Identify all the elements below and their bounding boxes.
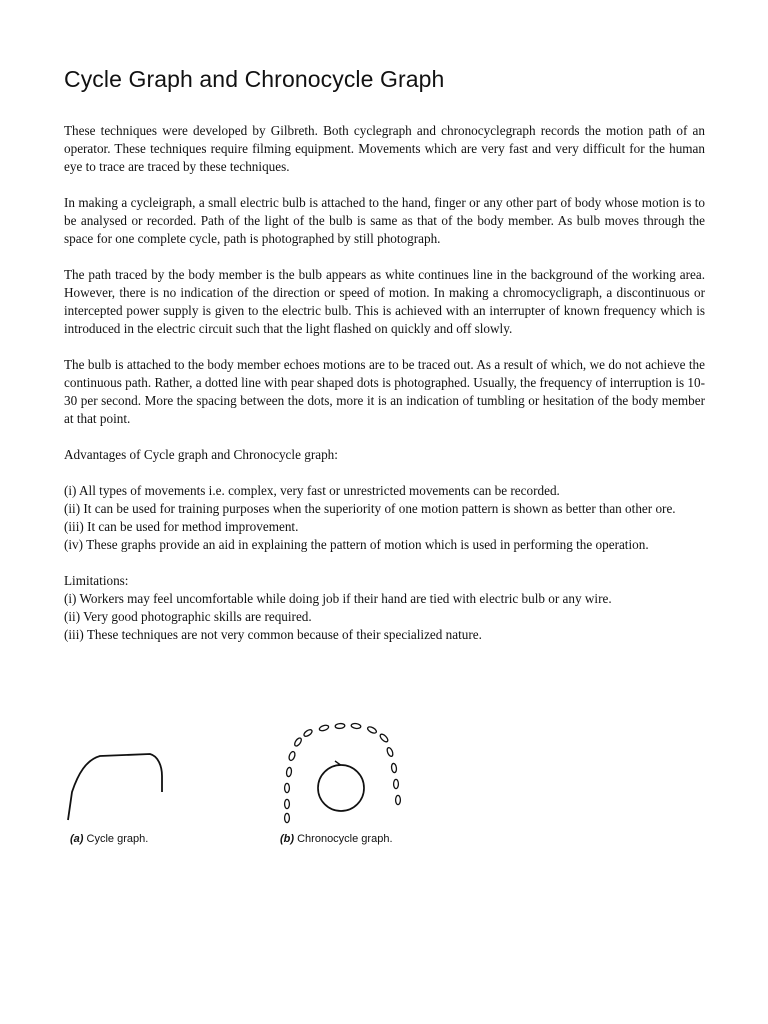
limitation-item: (ii) Very good photographic skills are required. <box>64 609 312 624</box>
advantages-list <box>64 482 705 554</box>
paragraph-chronocyclegraph: The path traced by the body member is the bulb appears as white continues line in the background of the working area. However, there is no indication of the direction or speed of motion. In making a chromocycligraph, a discontinuous or intercepted power supply is given to the electric bulb. This is achieved with an interrupter of known frequency which is introduced in the electric circuit such that the light flashed on quickly and off slowly. <box>64 267 705 336</box>
paragraph-cyclegraph: In making a cycleigraph, a small electric bulb is attached to the hand, finger or any other part of body whose motion is to be analysed or recorded. Path of the light of the bulb is same as that of the body member. As bulb moves through the space for one complete cycle, path is photographed by still photograph. <box>64 195 705 246</box>
paragraph-dotted-line: The bulb is attached to the body member echoes motions are to be traced out. As a result of which, we do not achieve the continuous path. Rather, a dotted line with pear shaped dots is photographed. Usually, the frequency of interruption is 10-30 per second. More the spacing between the dots, more it is an indication of tumbling or hesitation of the body member at that point. <box>64 357 705 426</box>
cycle-graph-figure <box>64 720 184 850</box>
document-title: Cycle Graph and Chronocycle Graph <box>64 66 445 92</box>
limitation-item: (iii) These techniques are not very common because of their specialized nature. <box>64 627 482 642</box>
chronocycle-graph-caption: (b) Chronocycle graph. <box>280 833 393 845</box>
advantage-item: (ii) It can be used for training purposes when the superiority of one motion pattern is shown as better than other ore. <box>64 501 676 516</box>
limitations-list <box>64 572 705 644</box>
advantages-heading: Advantages of Cycle graph and Chronocycle graph: <box>64 447 338 462</box>
advantage-item: (iv) These graphs provide an aid in explaining the pattern of motion which is used in performing the operation. <box>64 537 649 552</box>
cycle-graph-caption: (a) Cycle graph. <box>70 833 149 845</box>
limitation-item: (i) Workers may feel uncomfortable while doing job if their hand are tied with electric bulb or any wire. <box>64 591 612 606</box>
figures <box>64 720 464 860</box>
chronocycle-graph-drawing <box>274 720 434 830</box>
limitations-heading: Limitations: <box>64 573 129 588</box>
chronocycle-graph-figure <box>274 720 434 850</box>
document-page <box>64 62 705 662</box>
advantage-item: (i) All types of movements i.e. complex, very fast or unrestricted movements can be recorded. <box>64 483 560 498</box>
cycle-graph-drawing <box>64 720 184 830</box>
advantage-item: (iii) It can be used for method improvement. <box>64 519 299 534</box>
paragraph-intro: These techniques were developed by Gilbreth. Both cyclegraph and chronocyclegraph records the motion path of an operator. These techniques require filming equipment. Movements which are very fast and very difficult for the human eye to trace are traced by these techniques. <box>64 123 705 174</box>
